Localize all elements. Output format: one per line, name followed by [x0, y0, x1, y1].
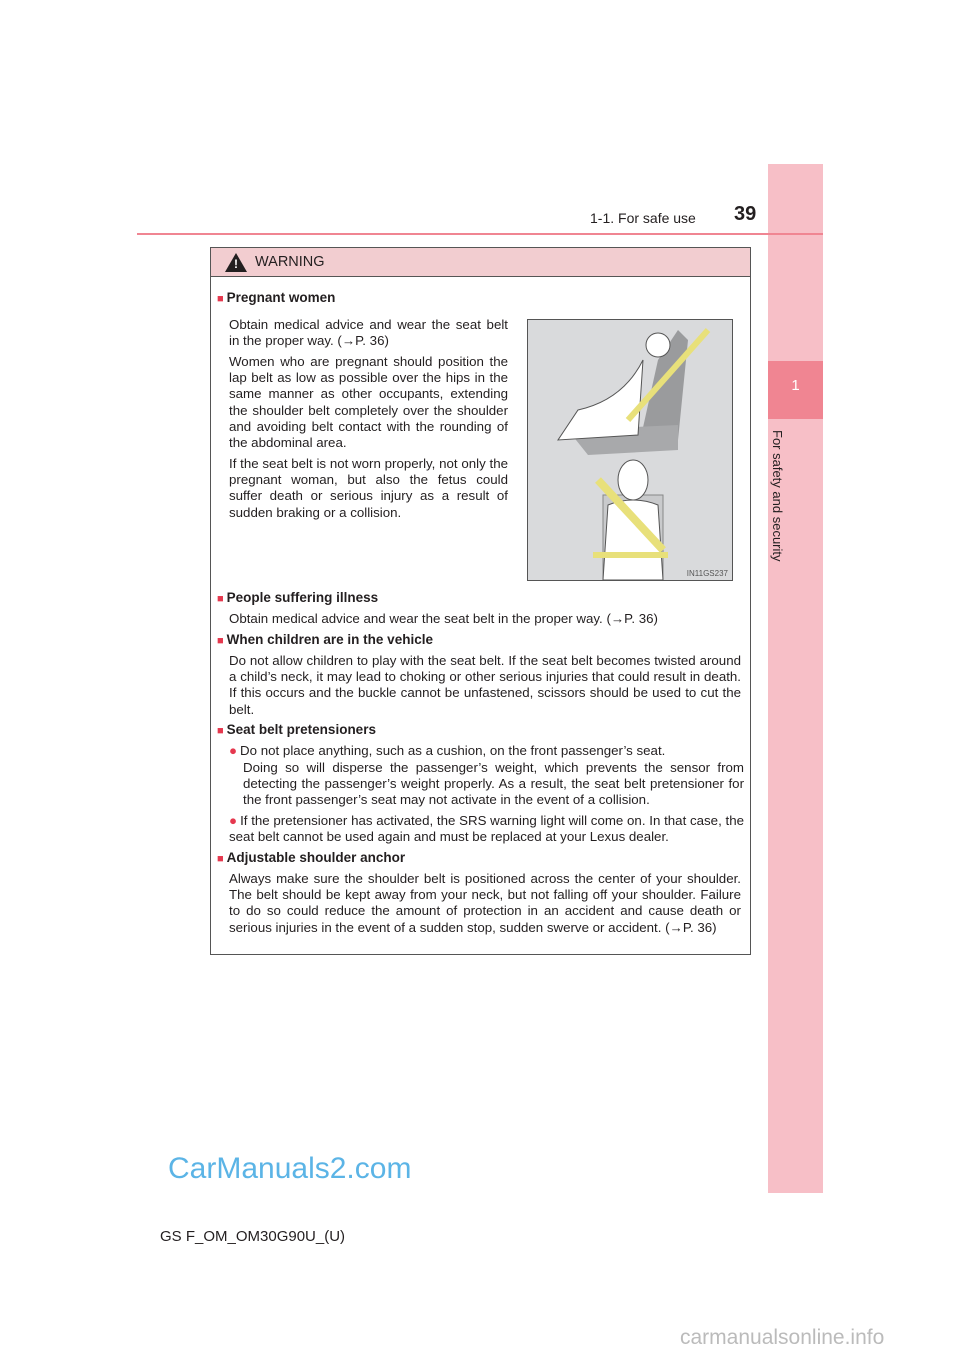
chapter-label: For safety and security	[770, 430, 785, 562]
heading-pregnant: ■ Pregnant women	[217, 290, 336, 305]
pregnant-p3: If the seat belt is not worn properly, not only the pregnant woman, but also the fetus could suffer death or serious injury as a result of sudden braking or a collision.	[229, 456, 508, 520]
heading-illness: ■ People suffering illness	[217, 590, 379, 605]
warning-title: WARNING	[255, 254, 325, 270]
warning-icon: !	[225, 253, 247, 272]
header-rule	[137, 233, 823, 235]
chapter-number: 1	[768, 361, 823, 419]
footer-code: GS F_OM_OM30G90U_(U)	[160, 1228, 346, 1245]
children-text: Do not allow children to play with the seat belt. If the seat belt becomes twisted around a child’s neck, it may lead to choking or other serious injuries that could result in death. If this occurs and the buckle cannot be unfastened, scissors should be used to cut the belt.	[229, 653, 741, 717]
watermark-logo: CarManuals2.com	[168, 1152, 412, 1185]
figure-code: IN11GS237	[686, 569, 728, 578]
illness-text: Obtain medical advice and wear the seat belt in the proper way. (→P. 36)	[229, 611, 658, 626]
pretensioner-bullet-2: ● If the pretensioner has activated, the SRS warning light will come on. In that case, the seat belt cannot be used again and must be replaced at your Lexus dealer.	[229, 813, 744, 845]
heading-anchor: ■ Adjustable shoulder anchor	[217, 850, 406, 865]
warning-box	[210, 247, 751, 955]
seatbelt-figure-icon	[528, 320, 732, 580]
warning-header	[211, 248, 750, 277]
pretensioner-bullet-1-detail: Doing so will disperse the passenger’s weight, which prevents the sensor from detecting the passenger’s weight properly. As a result, the seat belt pretensioner for the front passenger’s seat may not activate in the event of a collision.	[243, 760, 744, 808]
pregnant-seatbelt-illustration	[527, 319, 733, 581]
section-title: 1-1. For safe use	[590, 210, 696, 226]
page-number: 39	[734, 203, 757, 225]
pregnant-p2: Women who are pregnant should position the lap belt as low as possible over the hips in the same manner as other occupants, extending the shoulder belt completely over the shoulder and avoiding belt contact with the rounding of the abdominal area.	[229, 354, 508, 451]
side-tab	[768, 164, 823, 1193]
heading-pretensioners: ■ Seat belt pretensioners	[217, 722, 376, 737]
pretensioner-bullet-1: ● Do not place anything, such as a cushion, on the front passenger’s seat.	[229, 743, 666, 758]
pregnant-p1: Obtain medical advice and wear the seat belt in the proper way. (→P. 36)	[229, 317, 508, 349]
heading-children: ■ When children are in the vehicle	[217, 632, 433, 647]
anchor-text: Always make sure the shoulder belt is positioned across the center of your shoulder. The belt should be kept away from your neck, but not falling off your shoulder. Failure to do so could reduce the amount of protection in an accident and cause death or serious injuries in the event of a sudden stop, sudden swerve or accident. (→P. 36)	[229, 871, 741, 935]
watermark-footer: carmanualsonline.info	[680, 1326, 885, 1349]
